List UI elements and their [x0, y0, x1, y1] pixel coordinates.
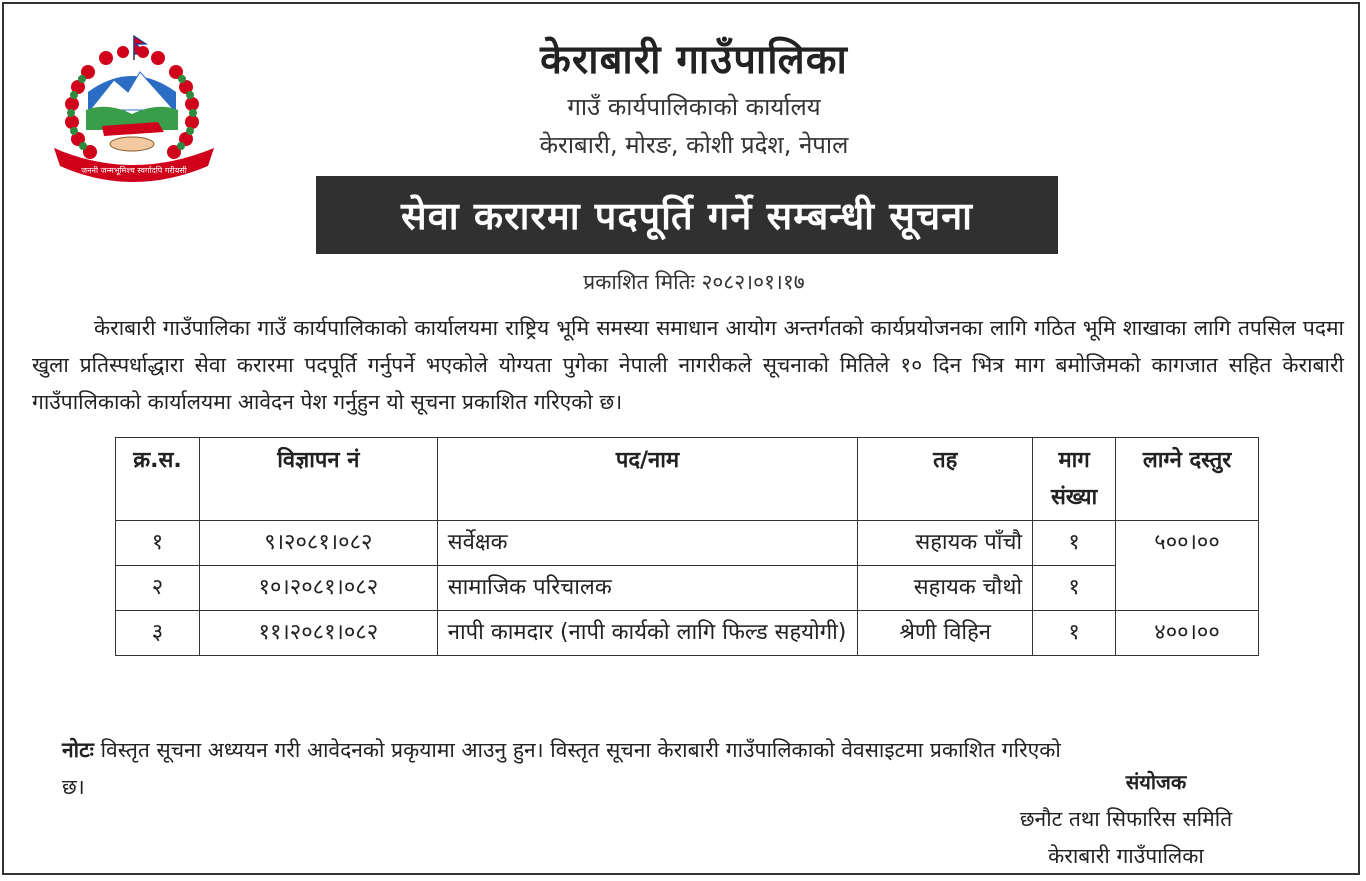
cell-level: सहायक पाँचौ — [858, 521, 1033, 566]
table-row — [116, 611, 1259, 656]
table-row — [116, 521, 1259, 566]
table-row — [116, 566, 1259, 611]
notice-body-text: केराबारी गाउँपालिका गाउँ कार्यपालिकाको कार्यालयमा राष्ट्रिय भूमि समस्या समाधान आयोग अन्तर्गतको कार्यप्रयोजनका लागि गठित भूमि शाखाका लागि तपसिल पदमा खुला प्रतिस्पर्धाद्धारा सेवा करारमा पदपूर्ति गर्नुपर्ने भएकोले योग्यता पुगेका नेपाली नागरीकले सूचनाको मितिले १० दिन भित्र माग बमोजिमको कागजात सहित केराबारी गाउँपालिकाको कार्यालयमा आवेदन पेश गर्नुहुन यो सूचना प्रकाशित गरिएको छ। — [32, 316, 1344, 414]
cell-fee: ५००।०० — [1116, 521, 1259, 611]
cell-demand: १ — [1033, 521, 1116, 566]
cell-level: श्रेणी विहिन — [858, 611, 1033, 656]
notice-body — [32, 310, 1344, 421]
cell-level: सहायक चौथो — [858, 566, 1033, 611]
cell-sn: २ — [116, 566, 200, 611]
signature-title: संयोजक — [1125, 770, 1187, 794]
signature-org: केराबारी गाउँपालिका — [1048, 844, 1204, 868]
cell-demand: १ — [1033, 566, 1116, 611]
cell-ad-no: १०।२०८१।०८२ — [199, 566, 437, 611]
office-address: केराबारी, मोरङ, कोशी प्रदेश, नेपाल — [539, 131, 849, 159]
note-text: विस्तृत सूचना अध्ययन गरी आवेदनको प्रकृयामा आउनु हुन। विस्तृत सूचना केराबारी गाउँपालिकाको वेवसाइटमा प्रकाशित गरिएको छ। — [62, 738, 1061, 799]
header-sn: क्र.स. — [116, 438, 200, 521]
cell-post: नापी कामदार (नापी कार्यको लागि फिल्ड सहयोगी) — [437, 611, 858, 656]
header-fee: लाग्ने दस्तुर — [1116, 438, 1259, 521]
header-demand: माग संख्या — [1033, 438, 1116, 521]
signature-committee: छनौट तथा सिफारिस समिति — [1019, 807, 1233, 831]
cell-fee: ४००।०० — [1116, 611, 1259, 656]
cell-demand: १ — [1033, 611, 1116, 656]
signature-block — [966, 764, 1286, 875]
header-level: तह — [858, 438, 1033, 521]
cell-post: सामाजिक परिचालक — [437, 566, 858, 611]
header-post: पद/नाम — [437, 438, 858, 521]
office-subtitle: गाउँ कार्यपालिकाको कार्यालय — [567, 93, 821, 121]
cell-ad-no: ९।२०८१।०८२ — [199, 521, 437, 566]
cell-sn: १ — [116, 521, 200, 566]
note-label: नोटः — [62, 738, 94, 762]
emblem-motto: जननी जन्मभूमिश्च स्वर्गादपि गरीयसी — [81, 166, 187, 175]
office-title: केराबारी गाउँपालिका — [540, 37, 848, 83]
header-ad-no: विज्ञापन नं — [199, 438, 437, 521]
notice-page — [2, 2, 1360, 875]
cell-sn: ३ — [116, 611, 200, 656]
vacancy-table — [115, 437, 1259, 656]
nepal-emblem-icon — [48, 32, 220, 192]
notice-banner: सेवा करारमा पदपूर्ति गर्ने सम्बन्धी सूचना — [316, 176, 1058, 254]
note — [62, 732, 1062, 806]
cell-post: सर्वेक्षक — [437, 521, 858, 566]
cell-ad-no: ११।२०८१।०८२ — [199, 611, 437, 656]
table-header-row — [116, 438, 1259, 521]
published-date: प्रकाशित मितिः २०८२।०१।१७ — [583, 270, 805, 294]
